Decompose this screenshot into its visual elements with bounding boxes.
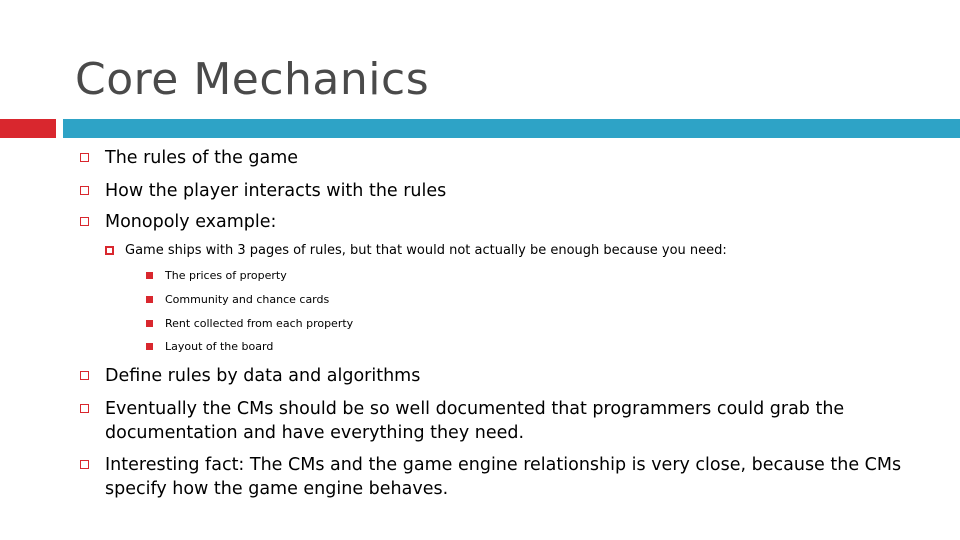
slide-title: Core Mechanics <box>75 54 430 105</box>
bullet-item <box>80 146 920 170</box>
bullet-text: Define rules by data and algorithms <box>105 366 421 386</box>
bullet-text: The rules of the game <box>105 148 299 168</box>
bullet-text: Eventually the CMs should be so well documented that programmers could grab the documentation and have everything they need. <box>105 399 845 443</box>
sub-sub-bullet-text: The prices of property <box>165 269 287 282</box>
accent-bar-blue <box>63 119 960 138</box>
accent-bar-red <box>0 119 56 138</box>
sub-sub-bullet-item <box>146 292 926 308</box>
square-bullet-icon <box>146 296 153 303</box>
sub-sub-bullet-item <box>146 316 926 332</box>
square-bullet-icon <box>80 186 89 195</box>
bullet-text: Interesting fact: The CMs and the game engine relationship is very close, because the CMs specify how the game engine behaves. <box>105 455 902 499</box>
square-bullet-icon <box>105 246 114 255</box>
square-bullet-icon <box>80 217 89 226</box>
bullet-item <box>80 397 930 445</box>
square-bullet-icon <box>80 153 89 162</box>
sub-sub-bullet-text: Rent collected from each property <box>165 317 354 330</box>
bullet-item <box>80 453 930 501</box>
sub-bullet-text: Game ships with 3 pages of rules, but that would not actually be enough because you need: <box>125 243 727 258</box>
bullet-item <box>80 179 920 203</box>
bullet-item <box>80 364 920 388</box>
bullet-text: Monopoly example: <box>105 212 277 232</box>
square-bullet-icon <box>146 272 153 279</box>
sub-sub-bullet-item <box>146 268 926 284</box>
sub-sub-bullet-text: Layout of the board <box>165 340 274 353</box>
bullet-text: How the player interacts with the rules <box>105 181 447 201</box>
square-bullet-icon <box>80 460 89 469</box>
square-bullet-icon <box>80 404 89 413</box>
square-bullet-icon <box>146 320 153 327</box>
sub-sub-bullet-item <box>146 339 926 355</box>
sub-bullet-item <box>105 242 935 260</box>
square-bullet-icon <box>80 371 89 380</box>
sub-sub-bullet-text: Community and chance cards <box>165 293 330 306</box>
bullet-item <box>80 210 920 234</box>
square-bullet-icon <box>146 343 153 350</box>
